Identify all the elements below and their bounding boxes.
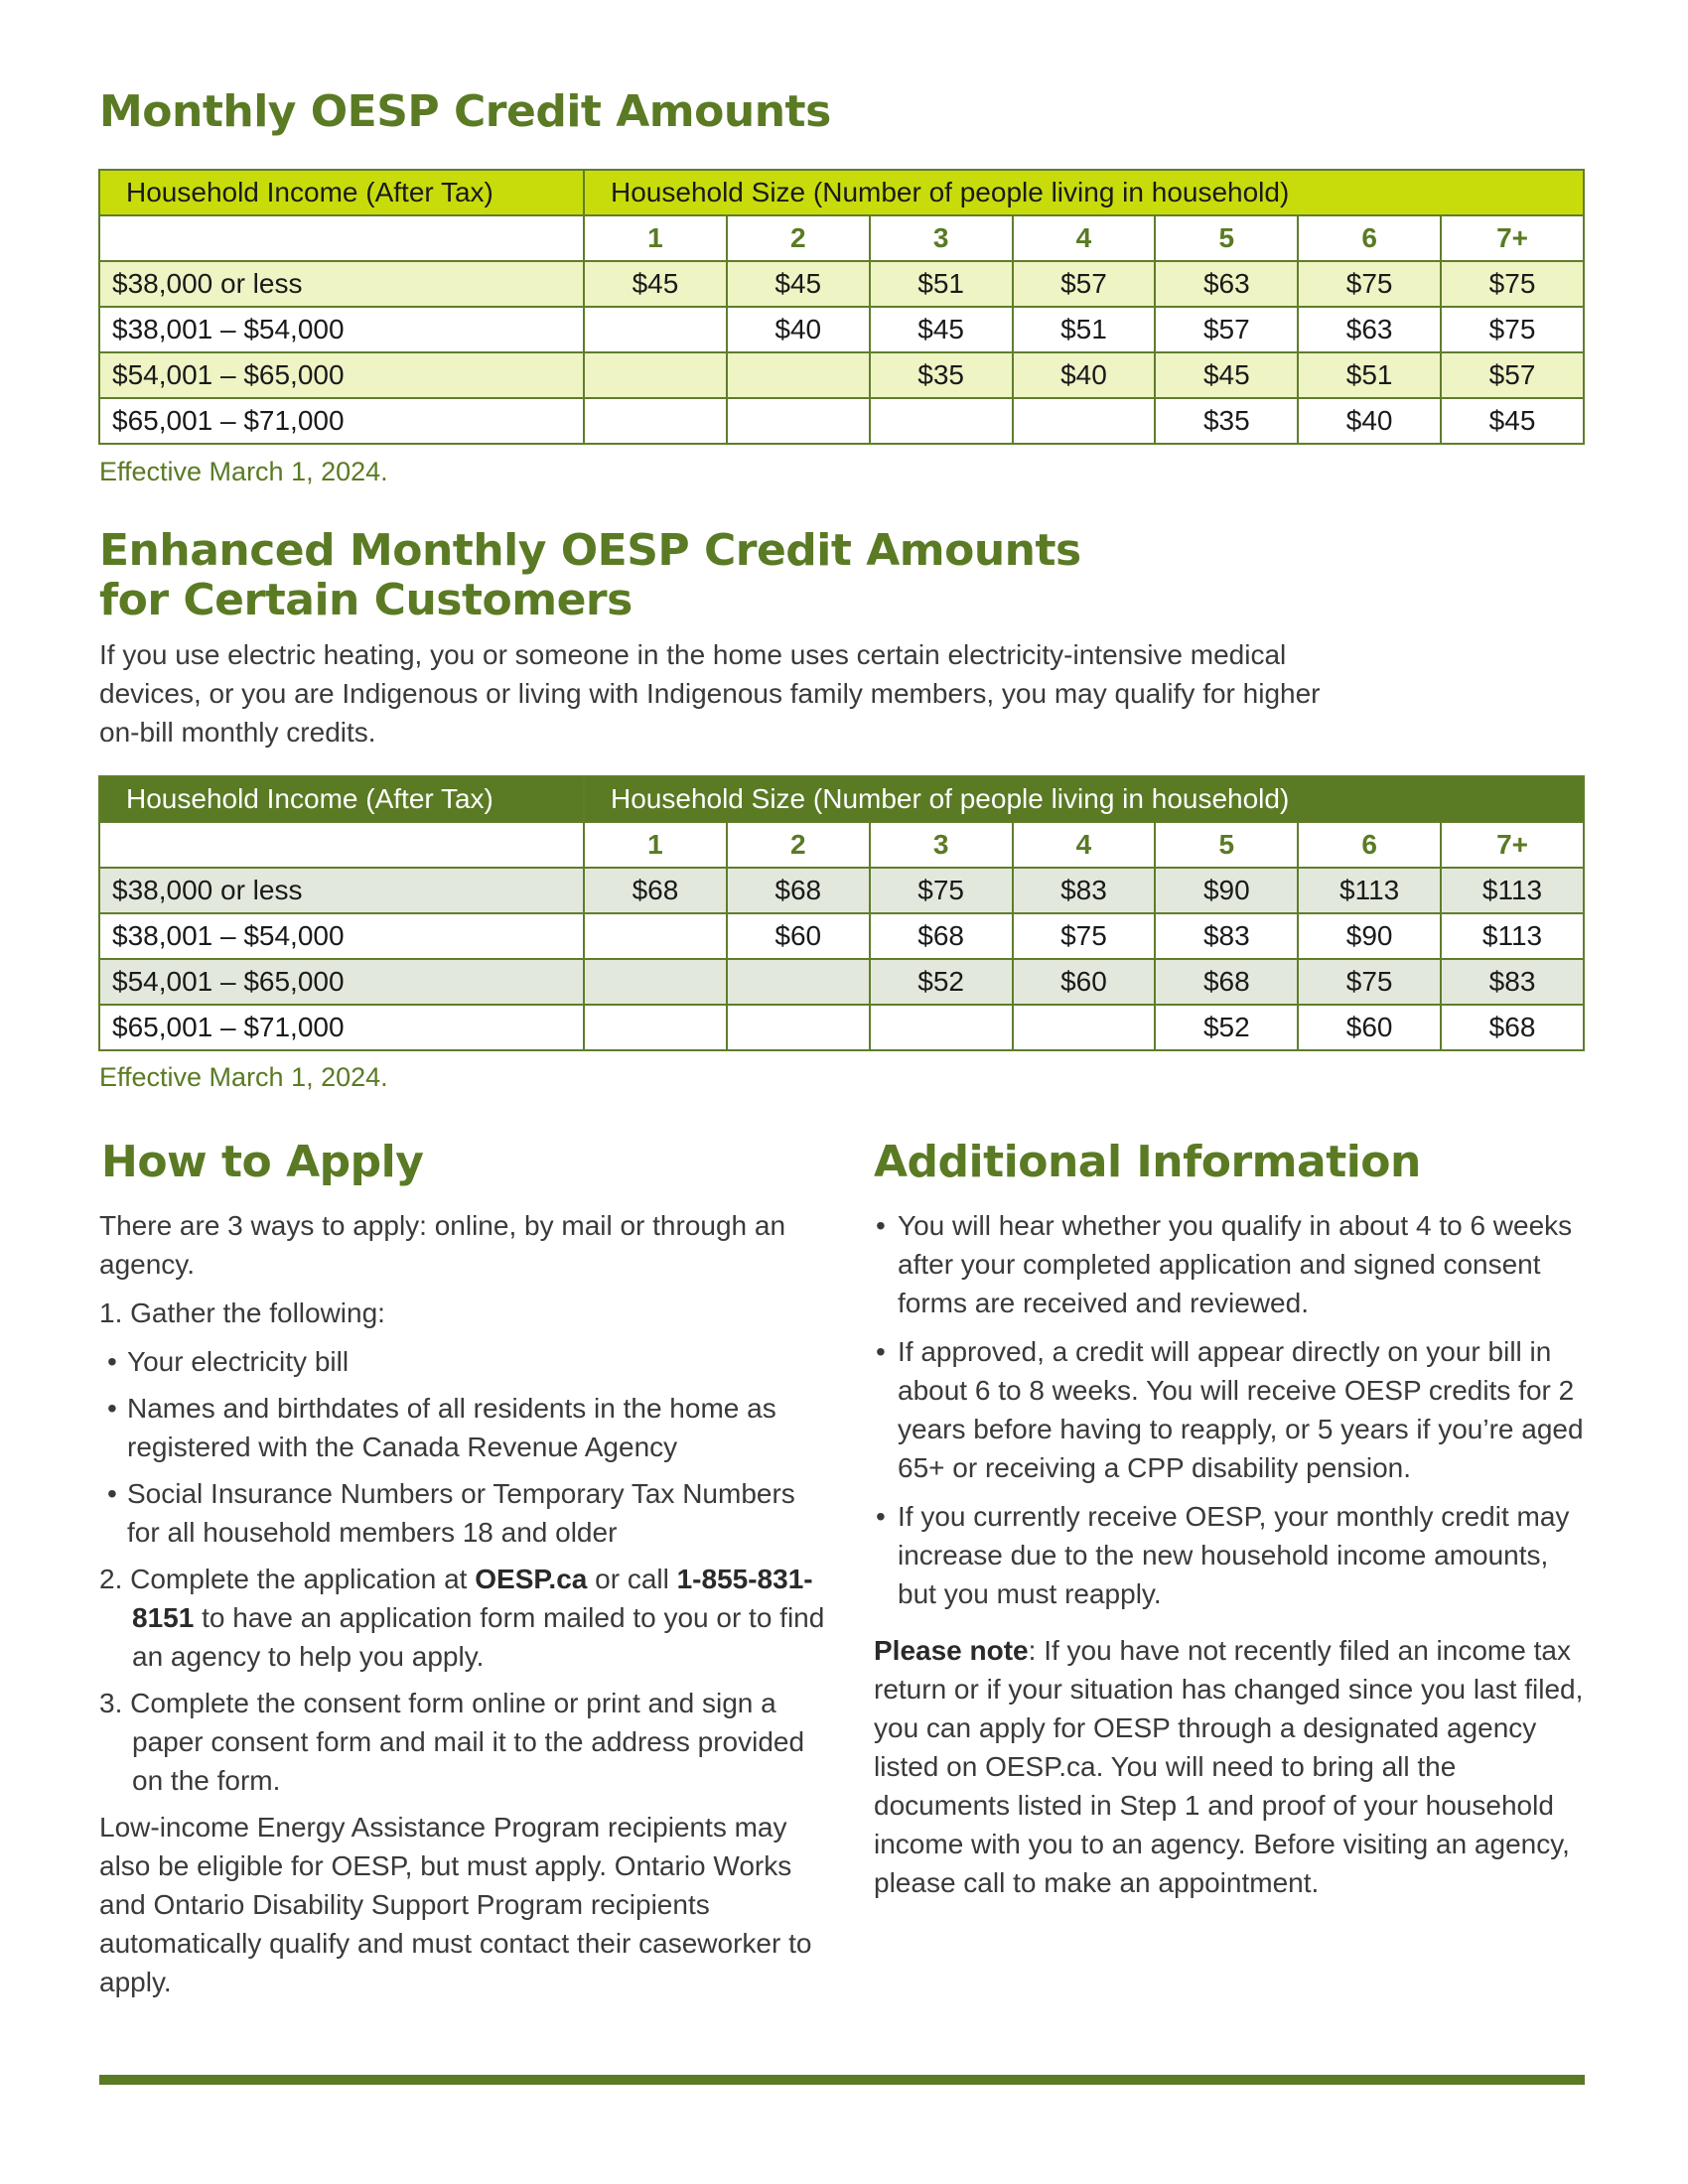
amount-cell: $40 (1013, 352, 1156, 398)
size-cell: 4 (1013, 215, 1156, 261)
size-cell: 6 (1298, 822, 1441, 868)
amount-cell: $45 (1441, 398, 1584, 444)
enhanced-title-line2: for Certain Customers (99, 575, 633, 625)
apply-intro: There are 3 ways to apply: online, by mail or through an agency. (99, 1210, 786, 1280)
income-cell: $38,000 or less (99, 868, 584, 913)
size-row (99, 822, 1584, 868)
monthly-credit-table (98, 169, 1585, 445)
amount-cell: $45 (584, 261, 727, 307)
amount-cell: $113 (1441, 913, 1584, 959)
amount-cell: $90 (1298, 913, 1441, 959)
table-row (99, 1005, 1584, 1050)
table-row (99, 959, 1584, 1005)
amount-cell (584, 307, 727, 352)
amount-cell: $113 (1441, 868, 1584, 913)
size-cell: 2 (727, 215, 870, 261)
table-row (99, 398, 1584, 444)
amount-cell: $40 (1298, 398, 1441, 444)
size-cell: 6 (1298, 215, 1441, 261)
amount-cell: $45 (727, 261, 870, 307)
amount-cell: $75 (1441, 261, 1584, 307)
amount-cell: $52 (1155, 1005, 1298, 1050)
table-row (99, 261, 1584, 307)
monthly-credit-title: Monthly OESP Credit Amounts (99, 86, 831, 137)
income-header: Household Income (After Tax) (99, 170, 584, 215)
enhanced-title-line1: Enhanced Monthly OESP Credit Amounts (99, 525, 1081, 576)
amount-cell (727, 352, 870, 398)
amount-cell: $83 (1441, 959, 1584, 1005)
size-cell: 1 (584, 215, 727, 261)
please-note (874, 1631, 1589, 1902)
income-cell: $38,001 – $54,000 (99, 913, 584, 959)
footer-divider (99, 2075, 1585, 2085)
empty-cell (99, 215, 584, 261)
amount-cell: $57 (1013, 261, 1156, 307)
enhanced-credit-table (98, 775, 1585, 1051)
table-row (99, 868, 1584, 913)
amount-cell: $75 (1013, 913, 1156, 959)
please-note-text: : If you have not recently filed an income tax return or if your situation has changed since you last filed, you can apply for OESP through a designated agency listed on OESP.ca. You will need to bring all the documents listed in Step 1 and proof of your household income with you to an agency. Before visiting an agency, please call to make an appointment. (874, 1635, 1584, 1898)
amount-cell (727, 1005, 870, 1050)
amount-cell (584, 913, 727, 959)
amount-cell: $35 (1155, 398, 1298, 444)
oesp-link[interactable]: OESP.ca (475, 1564, 588, 1594)
amount-cell: $45 (1155, 352, 1298, 398)
enhanced-intro-text: If you use electric heating, you or someone in the home uses certain electricity-intensive medical devices, or you are Indigenous or living with Indigenous family members, you may qualify for higher on-bill monthly credits. (99, 639, 1321, 748)
amount-cell (870, 1005, 1013, 1050)
amount-cell (1013, 398, 1156, 444)
amount-cell: $51 (870, 261, 1013, 307)
list-item: • Names and birthdates of all residents in the home as registered with the Canada Revenue Agency (99, 1389, 834, 1466)
phone-number[interactable]: 1-855-831-8151 (132, 1564, 813, 1633)
apply-step-1: 1. Gather the following: (99, 1297, 385, 1328)
size-cell: 2 (727, 822, 870, 868)
income-cell: $38,000 or less (99, 261, 584, 307)
list-item: • If you currently receive OESP, your monthly credit may increase due to the new household income amounts, but you must reapply. (874, 1497, 1589, 1613)
income-cell: $65,001 – $71,000 (99, 398, 584, 444)
apply-step-3: 3. Complete the consent form online or print and sign a paper consent form and mail it to the address provided on the form. (99, 1688, 805, 1796)
household-size-header: Household Size (Number of people living in household) (584, 170, 1584, 215)
table-row (99, 352, 1584, 398)
amount-cell: $68 (1155, 959, 1298, 1005)
amount-cell: $57 (1441, 352, 1584, 398)
size-cell: 3 (870, 215, 1013, 261)
income-cell: $38,001 – $54,000 (99, 307, 584, 352)
list-item: • Social Insurance Numbers or Temporary Tax Numbers for all household members 18 and older (99, 1474, 834, 1552)
size-cell: 5 (1155, 822, 1298, 868)
household-size-header: Household Size (Number of people living in household) (584, 776, 1584, 822)
income-cell: $54,001 – $65,000 (99, 352, 584, 398)
list-item: • You will hear whether you qualify in about 4 to 6 weeks after your completed application and signed consent forms are received and reviewed. (874, 1206, 1589, 1322)
apply-closing: Low-income Energy Assistance Program recipients may also be eligible for OESP, but must apply. Ontario Works and Ontario Disability Support Program recipients automatically qualify and must contact their caseworker to apply. (99, 1812, 812, 1997)
amount-cell: $75 (1298, 959, 1441, 1005)
size-cell: 7+ (1441, 215, 1584, 261)
amount-cell: $57 (1155, 307, 1298, 352)
amount-cell: $60 (727, 913, 870, 959)
amount-cell (584, 398, 727, 444)
amount-cell: $113 (1298, 868, 1441, 913)
amount-cell: $51 (1298, 352, 1441, 398)
amount-cell (870, 398, 1013, 444)
additional-info-column (874, 1206, 1589, 1912)
size-row (99, 215, 1584, 261)
amount-cell: $90 (1155, 868, 1298, 913)
amount-cell: $35 (870, 352, 1013, 398)
amount-cell: $83 (1013, 868, 1156, 913)
amount-cell: $60 (1298, 1005, 1441, 1050)
effective-date-note: Effective March 1, 2024. (99, 457, 388, 486)
amount-cell: $83 (1155, 913, 1298, 959)
amount-cell: $75 (1441, 307, 1584, 352)
table-header-row (99, 776, 1584, 822)
amount-cell: $68 (870, 913, 1013, 959)
income-cell: $65,001 – $71,000 (99, 1005, 584, 1050)
empty-cell (99, 822, 584, 868)
additional-info-title: Additional Information (874, 1137, 1421, 1187)
table-header-row (99, 170, 1584, 215)
amount-cell: $75 (1298, 261, 1441, 307)
income-header: Household Income (After Tax) (99, 776, 584, 822)
size-cell: 5 (1155, 215, 1298, 261)
amount-cell: $63 (1155, 261, 1298, 307)
amount-cell (584, 1005, 727, 1050)
amount-cell (584, 352, 727, 398)
amount-cell (727, 959, 870, 1005)
step2-post: to have an application form mailed to you or to find an agency to help you apply. (132, 1602, 825, 1672)
step2-pre: 2. Complete the application at (99, 1564, 476, 1594)
amount-cell: $68 (727, 868, 870, 913)
size-cell: 7+ (1441, 822, 1584, 868)
amount-cell: $45 (870, 307, 1013, 352)
size-cell: 4 (1013, 822, 1156, 868)
amount-cell: $68 (584, 868, 727, 913)
amount-cell (1013, 1005, 1156, 1050)
amount-cell: $68 (1441, 1005, 1584, 1050)
table-row (99, 307, 1584, 352)
size-cell: 1 (584, 822, 727, 868)
enhanced-credit-title (99, 526, 1081, 625)
amount-cell: $40 (727, 307, 870, 352)
amount-cell: $60 (1013, 959, 1156, 1005)
how-to-apply-title: How to Apply (101, 1137, 424, 1187)
please-note-label: Please note (874, 1635, 1029, 1666)
amount-cell (727, 398, 870, 444)
amount-cell: $63 (1298, 307, 1441, 352)
amount-cell: $51 (1013, 307, 1156, 352)
list-item: • If approved, a credit will appear directly on your bill in about 6 to 8 weeks. You will receive OESP credits for 2 years before having to reapply, or 5 years if you’re aged 65+ or receiving a CPP disability pension. (874, 1332, 1589, 1487)
step2-mid: or call (587, 1564, 677, 1594)
list-item: • Your electricity bill (99, 1342, 834, 1381)
amount-cell (584, 959, 727, 1005)
effective-date-note: Effective March 1, 2024. (99, 1062, 388, 1092)
amount-cell: $52 (870, 959, 1013, 1005)
amount-cell: $75 (870, 868, 1013, 913)
table-row (99, 913, 1584, 959)
apply-step-2 (99, 1560, 834, 1676)
income-cell: $54,001 – $65,000 (99, 959, 584, 1005)
how-to-apply-column (99, 1206, 834, 2011)
size-cell: 3 (870, 822, 1013, 868)
